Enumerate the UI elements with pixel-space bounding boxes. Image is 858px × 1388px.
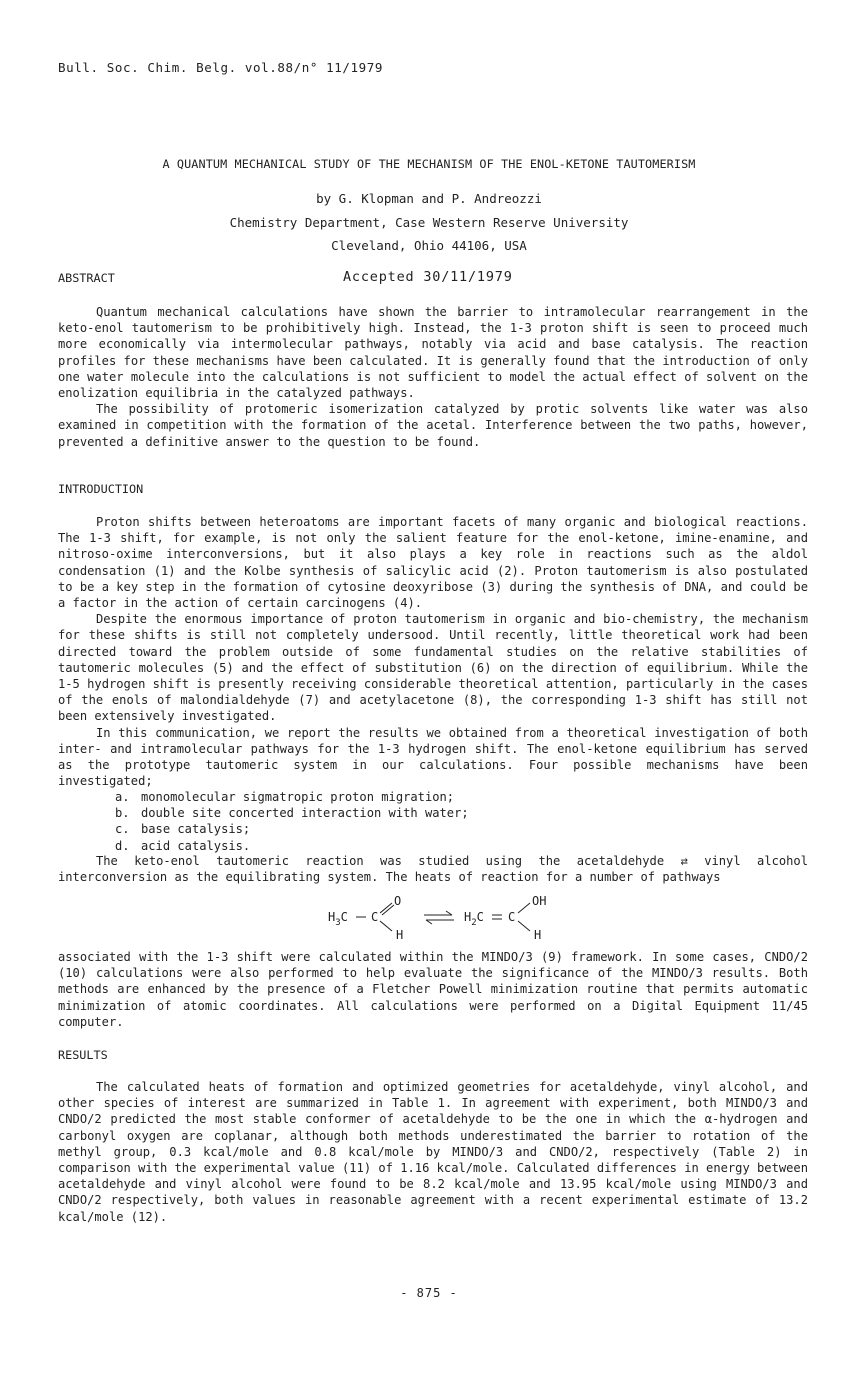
left-carbon: C xyxy=(371,910,379,924)
right-methylene-group: $H_2C$ xyxy=(464,910,484,928)
introduction-body-continued xyxy=(58,853,808,885)
introduction-paragraph: In this communication, we report the results we obtained from a theoretical investigation of both inter- and intramolecular pathways for the 1-3 hydrogen shift. The enol-ketone equilibrium has served as the prototype tautomeric system in our calculations. Four possible mechanisms have been investigated; xyxy=(58,725,808,789)
paper-title: A QUANTUM MECHANICAL STUDY OF THE MECHANISM OF THE ENOL-KETONE TAUTOMERISM xyxy=(162,157,696,171)
page-number: - 875 - xyxy=(400,1286,458,1300)
results-paragraph: The calculated heats of formation and optimized geometries for acetaldehyde, vinyl alcohol, and other species of interest are summarized in Table 1. In agreement with experiment, both MINDO/3 and CNDO/2 predicted the most stable conformer of acetaldehyde to be the one in which the α-hydrogen and carbonyl oxygen are coplanar, although both methods underestimated the barrier to rotation of the methyl group, 0.3 kcal/mole and 0.8 kcal/mole by MINDO/3 and CNDO/2, respectively (Table 2) in comparison with the experimental value (11) of 1.16 kcal/mole. Calculated differences in energy between acetaldehyde and vinyl alcohol were found to be 8.2 kcal/mole and 13.95 kcal/mole using MINDO/3 and CNDO/2 respectively, both values in reasonable agreement with a recent experimental estimate of 13.2 kcal/mole (12). xyxy=(58,1080,808,1224)
abstract-paragraph: Quantum mechanical calculations have shown the barrier to intramolecular rearrangement in the keto-enol tautomerism to be prohibitively high. Instead, the 1-3 proton shift is seen to proceed much more economically via intermolecular pathways, notably via acid and base catalysis. The reaction profiles for these mechanisms have been calculated. It is generally found that the introduction of only one water molecule into the calculations is not sufficient to model the actual effect of solvent on the enolization equilibria in the catalyzed pathways. xyxy=(58,305,808,401)
left-oxygen: O xyxy=(394,894,402,908)
introduction-body-final xyxy=(58,949,808,1030)
list-item: d. acid catalysis. xyxy=(115,838,251,853)
accepted-date: Accepted 30/11/1979 xyxy=(343,269,513,285)
single-bond xyxy=(518,921,530,931)
introduction-body xyxy=(58,514,808,789)
abstract-heading: ABSTRACT xyxy=(58,271,115,285)
introduction-paragraph: The keto-enol tautomeric reaction was studied using the acetaldehyde ⇄ vinyl alcohol interconversion as the equilibrating system. The heats of reaction for a number of pathways xyxy=(58,854,808,885)
mechanism-list xyxy=(115,789,469,854)
introduction-heading: INTRODUCTION xyxy=(58,482,144,496)
authors: by G. Klopman and P. Andreozzi xyxy=(316,191,542,206)
introduction-paragraph: associated with the 1-3 shift were calculated within the MINDO/3 (9) framework. In some cases, CNDO/2 (10) calculations were also performed to help evaluate the significance of the MINDO/3 results. Both methods are enhanced by the presence of a Fletcher Powell minimization routine that permits automatic minimization of atomic coordinates. All calculations were performed on a Digital Equipment 11/45 computer. xyxy=(58,950,808,1029)
introduction-paragraph: Proton shifts between heteroatoms are important facets of many organic and biological reactions. The 1-3 shift, for example, is not only the salient feature for the enol-ketone, imine-enamine, and nitroso-oxime interconversions, but it also plays a key role in reactions such as the aldol condensation (1) and the Kolbe synthesis of salicylic acid (2). Proton tautomerism is also postulated to be a key step in the formation of cytosine deoxyribose (3) during the synthesis of DNA, and could be a factor in the action of certain carcinogens (4). xyxy=(58,515,808,611)
left-methyl-group: $H_3C$ xyxy=(328,910,348,928)
list-item: b. double site concerted interaction with water; xyxy=(115,806,469,821)
right-hydrogen: H xyxy=(534,928,542,942)
results-heading: RESULTS xyxy=(58,1048,108,1062)
abstract-body xyxy=(58,304,808,450)
left-hydrogen: H xyxy=(396,928,404,942)
tautomer-equation xyxy=(326,893,566,943)
right-carbon: C xyxy=(508,910,516,924)
journal-citation: Bull. Soc. Chim. Belg. vol.88/n° 11/1979 xyxy=(58,60,384,75)
single-bond xyxy=(518,903,530,913)
single-bond xyxy=(380,921,392,931)
affiliation: Chemistry Department, Case Western Reserve University xyxy=(229,215,629,230)
list-item: c. base catalysis; xyxy=(115,822,251,837)
right-hydroxyl: OH xyxy=(532,894,547,908)
location: Cleveland, Ohio 44106, USA xyxy=(331,238,527,253)
list-item: a. monomolecular sigmatropic proton migration; xyxy=(115,790,455,804)
results-body xyxy=(58,1079,808,1225)
introduction-paragraph: Despite the enormous importance of proton tautomerism in organic and bio-chemistry, the mechanism for these shifts is still not completely undersood. Until recently, little theoretical work had been directed toward the problem outside of some fundamental studies on the relative stabilities of tautomeric molecules (5) and the effect of substitution (6) on the direction of equilibrium. While the 1-5 hydrogen shift is presently receiving considerable theoretical attention, particularly in the cases of the enols of malondialdehyde (7) and acetylacetone (8), the corresponding 1-3 shift has still not been extensively investigated. xyxy=(58,612,808,724)
abstract-paragraph: The possibility of protomeric isomerization catalyzed by protic solvents like water was also examined in competition with the formation of the acetal. Interference between the two paths, however, prevented a definitive answer to the question to be found. xyxy=(58,402,808,449)
